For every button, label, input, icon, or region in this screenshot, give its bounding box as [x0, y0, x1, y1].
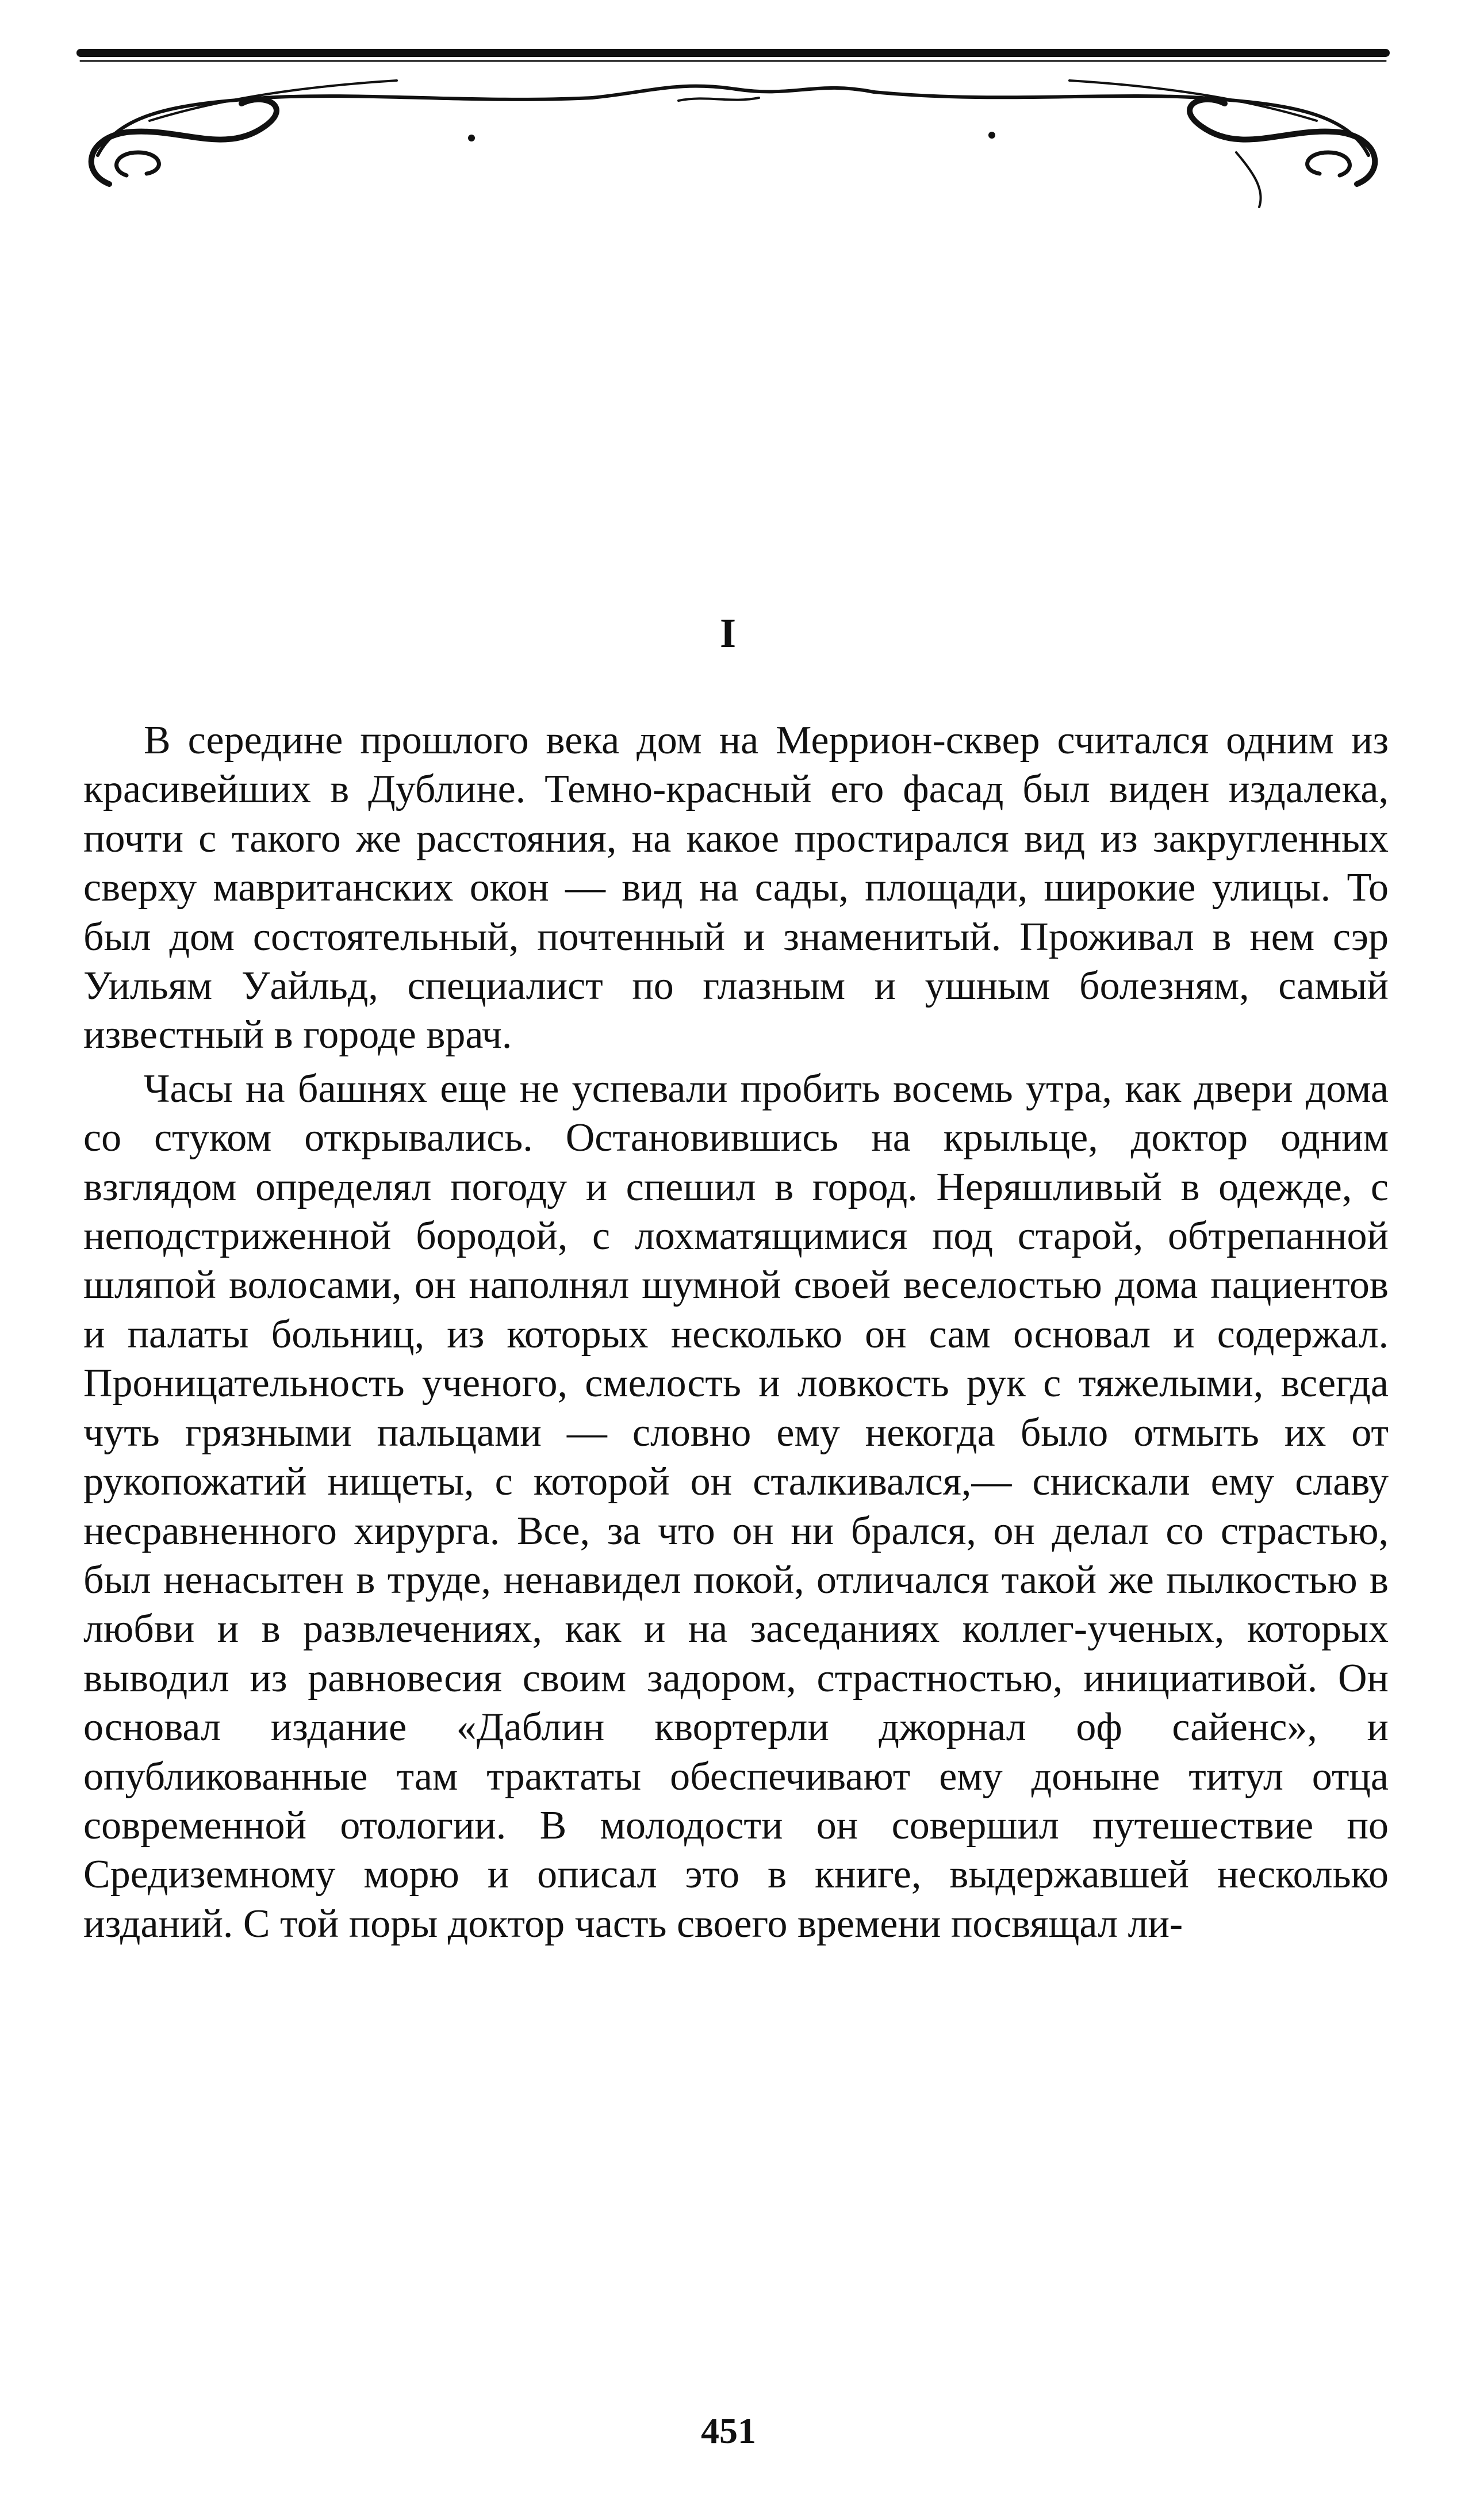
- body-text: [83, 716, 1389, 1948]
- decorative-header-ornament: [75, 40, 1391, 213]
- paragraph: Часы на башнях еще не успевали пробить восемь утра, как двери дома со стуком открывались. Остановившись на крыльце, доктор одним взглядом определял погоду и спешил в город. Неряшливый в одежде, с неподстриженной бородой, с лохматящимися под старой, обтрепанной шляпой волосами, он наполнял шумной своей веселостью дома пациентов и палаты больниц, из которых несколько он сам основал и содержал. Проницательность ученого, смелость и ловкость рук с тяжелыми, всегда чуть грязными пальцами — словно ему некогда было отмыть их от рукопожатий нищеты, с которой он сталкивался,— снискали ему славу несравненного хирурга. Все, за что он ни брался, он делал со страстью, был ненасытен в труде, ненавидел покой, отличался такой же пылкостью в любви и в развлечениях, как и на заседаниях коллег-ученых, которых выводил из равновесия своим задором, страстностью, инициативой. Он основал издание «Даблин квортерли джорнал оф сайенс», и опубликованные там трактаты обеспечивают ему доныне титул отца современной отологии. В молодости он совершил путешествие по Средиземному морю и описал это в книге, выдержавшей несколько изданий. С той поры доктор часть своего времени посвящал ли-: [83, 1066, 1389, 1946]
- paragraph: В середине прошлого века дом на Меррион-сквер считался одним из красивейших в Дублине. Темно-красный его фасад был виден издалека, почти с такого же расстояния, на какое простирался вид из закругленных сверху мавританских окон — вид на сады, площади, широкие улицы. То был дом состоятельный, почтенный и знаменитый. Проживал в нем сэр Уильям Уайльд, специалист по глазным и ушным болезням, самый известный в городе врач.: [83, 718, 1389, 1058]
- chapter-number: I: [719, 610, 738, 656]
- page-number: 451: [701, 2410, 756, 2451]
